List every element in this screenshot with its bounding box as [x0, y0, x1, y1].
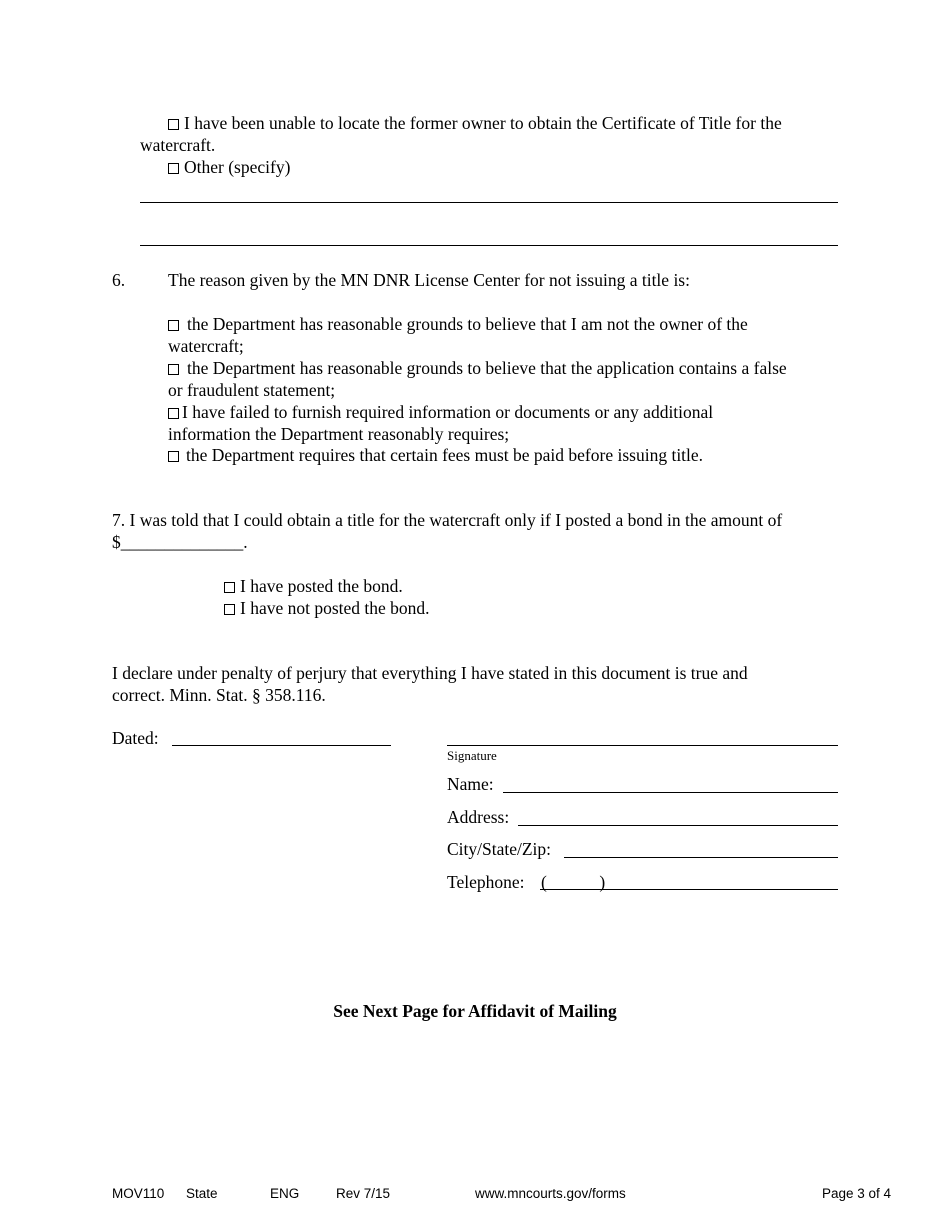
checkbox-icon[interactable] — [168, 408, 179, 419]
reason-false-statement[interactable]: the Department has reasonable grounds to believe that the application contains a false — [168, 358, 787, 379]
city-state-zip-label: City/State/Zip: — [447, 839, 552, 859]
option-unable-locate[interactable]: I have been unable to locate the former owner to obtain the Certificate of Title for the — [168, 113, 782, 134]
checkbox-icon[interactable] — [168, 119, 179, 130]
address-field[interactable] — [518, 825, 838, 826]
reason-failed-furnish-continued: information the Department reasonably requires; — [168, 424, 510, 444]
reason-not-owner-continued: watercraft; — [168, 336, 244, 356]
name-label: Name: — [447, 774, 494, 794]
dated-label: Dated: — [112, 728, 159, 748]
footer-form-id: MOV110 — [112, 1186, 165, 1201]
city-state-zip-field[interactable] — [564, 857, 838, 858]
declaration-line-2: correct. Minn. Stat. § 358.116. — [112, 685, 326, 705]
other-specify-line-1[interactable] — [140, 202, 838, 203]
checkbox-icon[interactable] — [168, 364, 179, 375]
telephone-label: Telephone: — [447, 872, 525, 892]
checkbox-icon[interactable] — [168, 451, 179, 462]
option-not-posted-bond[interactable]: I have not posted the bond. — [224, 598, 430, 619]
footer-jurisdiction: State — [186, 1186, 218, 1201]
other-specify-line-2[interactable] — [140, 245, 838, 246]
bond-amount[interactable]: $______________. — [112, 532, 248, 552]
dated-field[interactable] — [172, 745, 391, 746]
section-6-text: The reason given by the MN DNR License Center for not issuing a title is: — [168, 270, 690, 290]
section-6-number: 6. — [112, 270, 126, 290]
telephone-area-code[interactable]: ( ) — [541, 872, 606, 892]
checkbox-icon[interactable] — [224, 604, 235, 615]
footer-language: ENG — [270, 1186, 300, 1201]
checkbox-icon[interactable] — [224, 582, 235, 593]
option-other[interactable]: Other (specify) — [168, 157, 290, 178]
reason-failed-furnish[interactable]: I have failed to furnish required information or documents or any additional — [168, 402, 713, 423]
next-page-notice: See Next Page for Affidavit of Mailing — [333, 1001, 617, 1021]
reason-fees-required[interactable]: the Department requires that certain fees must be paid before issuing title. — [168, 445, 703, 466]
footer-url[interactable]: www.mncourts.gov/forms — [475, 1186, 626, 1201]
checkbox-icon[interactable] — [168, 320, 179, 331]
bond-amount-blank[interactable]: ______________ — [120, 532, 244, 552]
section-7-text: 7. I was told that I could obtain a title for the watercraft only if I posted a bond in the amount of — [112, 510, 783, 530]
name-field[interactable] — [503, 792, 838, 793]
checkbox-icon[interactable] — [168, 163, 179, 174]
telephone-field[interactable] — [540, 889, 838, 890]
reason-false-statement-continued: or fraudulent statement; — [168, 380, 336, 400]
signature-field[interactable] — [447, 745, 838, 746]
option-unable-locate-continued: watercraft. — [140, 135, 216, 155]
signature-label: Signature — [447, 748, 497, 763]
footer-revision: Rev 7/15 — [336, 1186, 391, 1201]
footer-page-number: Page 3 of 4 — [822, 1186, 892, 1201]
reason-not-owner[interactable]: the Department has reasonable grounds to believe that I am not the owner of the — [168, 314, 748, 335]
address-label: Address: — [447, 807, 510, 827]
option-posted-bond[interactable]: I have posted the bond. — [224, 576, 403, 597]
declaration-line-1: I declare under penalty of perjury that everything I have stated in this document is true and — [112, 663, 748, 683]
